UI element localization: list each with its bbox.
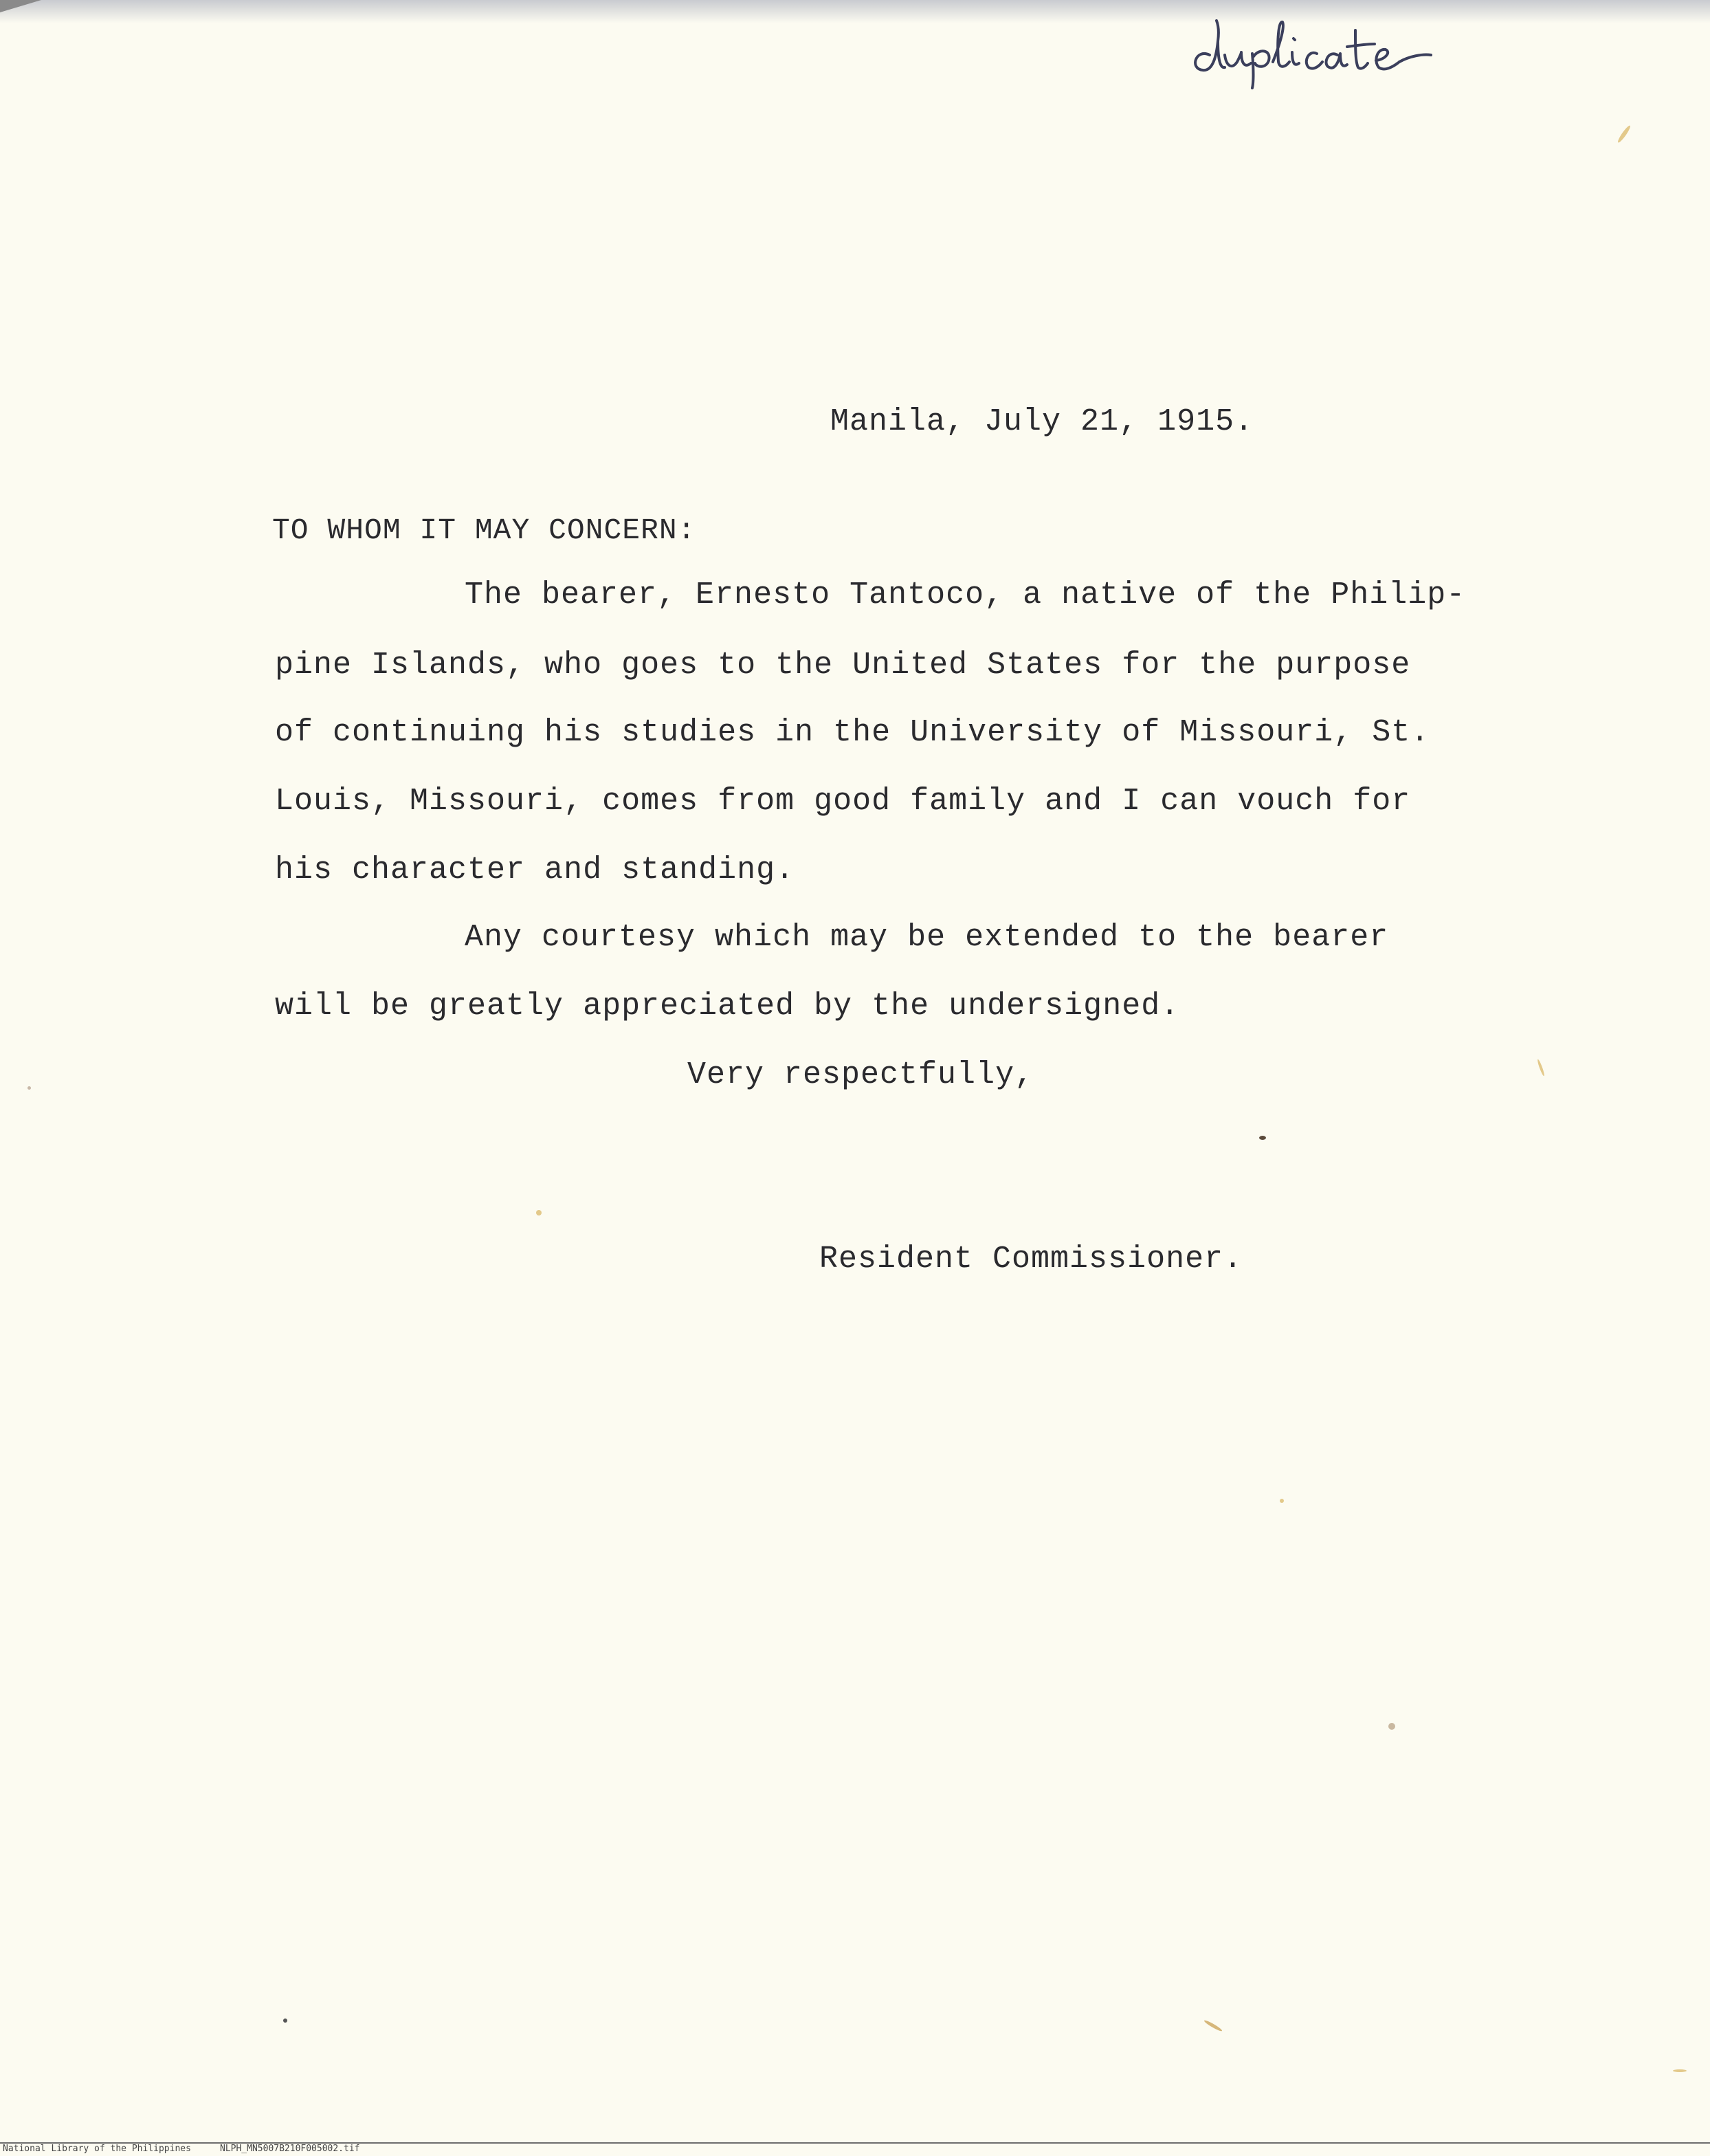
paper-speck xyxy=(1673,2069,1687,2072)
closing: Very respectfully, xyxy=(687,1057,1034,1092)
footer-file-label: NLPH_MN5007B210F005002.tif xyxy=(220,2144,360,2154)
paper-speck xyxy=(1259,1136,1266,1140)
footer-library-label: National Library of the Philippines xyxy=(3,2144,191,2154)
scan-corner-mark xyxy=(0,0,41,12)
paragraph1-line-5: his character and standing. xyxy=(275,852,795,888)
paper-speck xyxy=(27,1086,31,1090)
paragraph2-line-1: Any courtesy which may be extended to the bearer xyxy=(465,920,1389,955)
paragraph1-line-4: Louis, Missouri, comes from good family and I can vouch for xyxy=(275,784,1411,819)
paper-speck xyxy=(1617,124,1632,144)
paper-speck xyxy=(1203,2019,1223,2032)
paper-speck xyxy=(1537,1059,1546,1077)
paragraph2-line-2: will be greatly appreciated by the undersigned. xyxy=(275,989,1180,1024)
paper-speck xyxy=(1388,1723,1395,1730)
paragraph1-line-3: of continuing his studies in the University of Missouri, St. xyxy=(275,715,1430,750)
paragraph1-line-2: pine Islands, who goes to the United States for the purpose xyxy=(275,648,1411,683)
signature-title: Resident Commissioner. xyxy=(819,1242,1243,1277)
salutation: TO WHOM IT MAY CONCERN: xyxy=(272,514,696,547)
paper-speck xyxy=(283,2018,287,2023)
date-line: Manila, July 21, 1915. xyxy=(830,404,1254,439)
paper-speck xyxy=(536,1210,542,1216)
paragraph1-line-1: The bearer, Ernesto Tantoco, a native of the Philip- xyxy=(465,578,1466,613)
paper-speck xyxy=(1280,1499,1284,1503)
handwritten-duplicate-annotation xyxy=(1182,14,1498,89)
